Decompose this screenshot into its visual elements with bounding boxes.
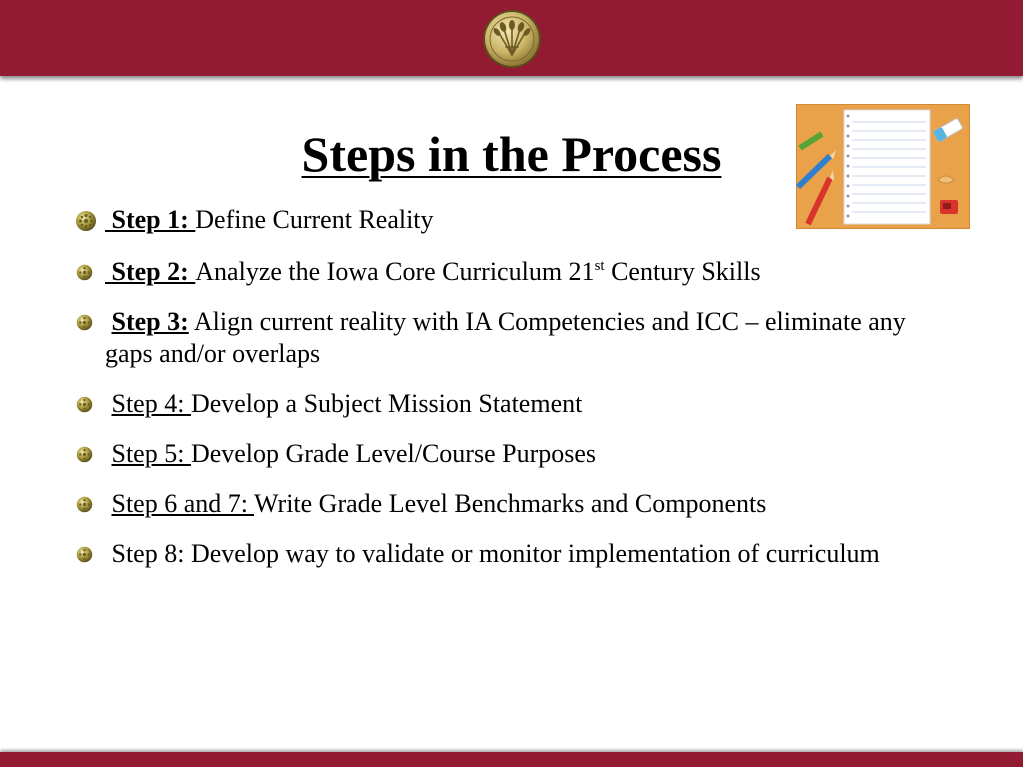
step-item-3 [72, 306, 952, 370]
wheat-sheaf-seal-icon [482, 9, 542, 69]
step-item-5 [72, 438, 952, 470]
step-item-2 [72, 256, 952, 288]
superscript: st [594, 258, 605, 274]
step-label: Step 4: [111, 389, 191, 418]
step-label: Step 1: [105, 205, 196, 234]
step-text: Write Grade Level Benchmarks and Components [254, 489, 767, 518]
olive-sphere-bullet-icon [76, 496, 93, 513]
olive-sphere-bullet-icon [76, 314, 93, 331]
step-label: Step 2: [105, 257, 196, 286]
step-item-7 [72, 538, 952, 570]
bottom-band [0, 752, 1023, 767]
step-text: Define Current Reality [195, 205, 434, 234]
olive-sphere-bullet-icon [76, 446, 93, 463]
step-list [72, 204, 952, 570]
step-label: Step 6 and 7: [111, 489, 255, 518]
slide-title: Steps in the Process [301, 126, 722, 182]
step-label: Step 3: [111, 307, 189, 336]
step-item-6 [72, 488, 952, 520]
step-label: Step 5: [111, 439, 191, 468]
olive-sphere-bullet-icon [76, 264, 93, 281]
olive-sphere-bullet-icon [76, 546, 93, 563]
olive-sphere-bullet-icon [75, 210, 97, 232]
step-text: Century Skills [604, 257, 761, 286]
step-text: Develop a Subject Mission Statement [190, 389, 583, 418]
step-text: Develop Grade Level/Course Purposes [190, 439, 597, 468]
top-banner [0, 0, 1023, 76]
step-item-1 [72, 204, 952, 236]
step-text: Analyze the Iowa Core Curriculum 21 [195, 257, 595, 286]
step-text: Align current reality with IA Competencies and ICC – eliminate any gaps and/or overlaps [105, 307, 913, 368]
olive-sphere-bullet-icon [76, 396, 93, 413]
step-label: Step 8: [111, 539, 185, 568]
step-item-4 [72, 388, 952, 420]
step-text: Develop way to validate or monitor implementation of curriculum [184, 539, 880, 568]
